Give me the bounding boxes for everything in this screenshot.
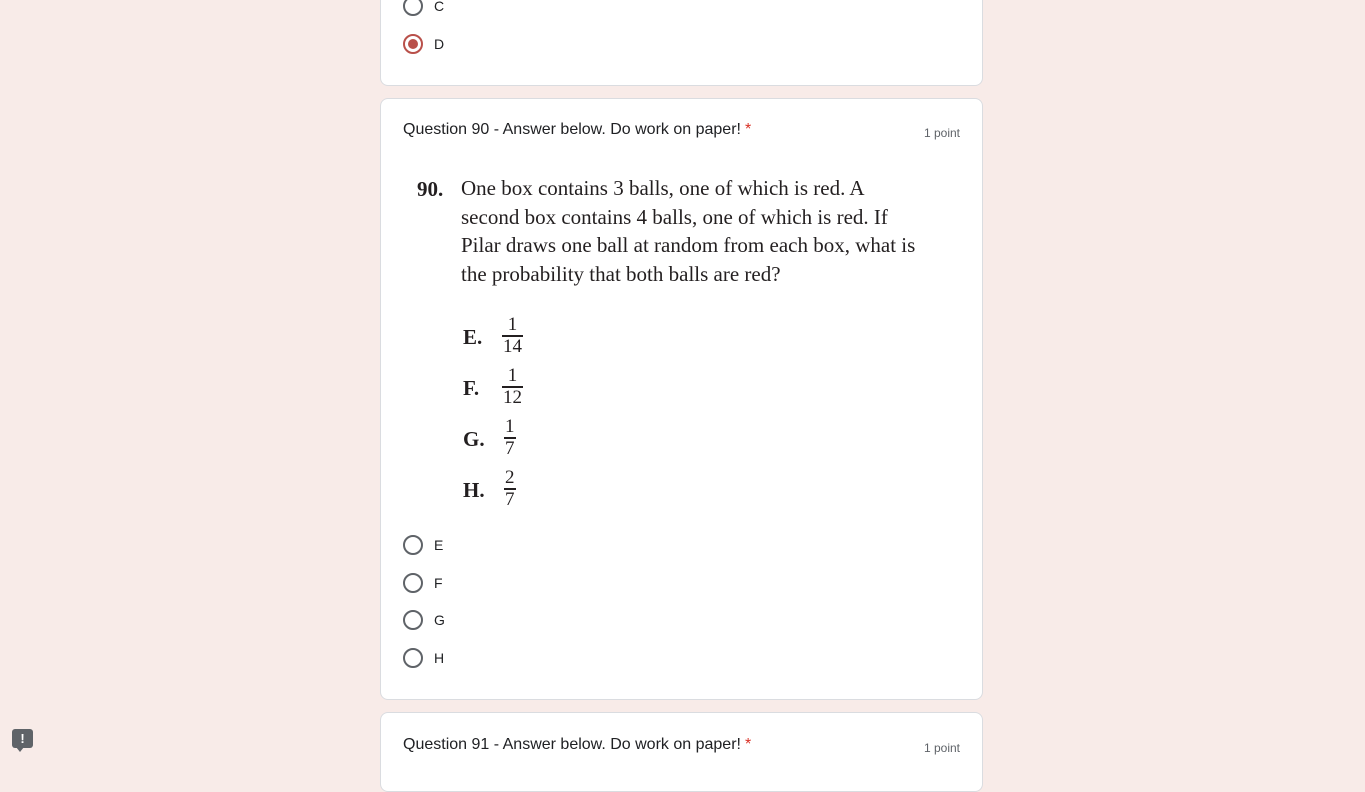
question-title-text: Question 90 - Answer below. Do work on paper! (403, 121, 741, 138)
numerator: 1 (505, 416, 515, 437)
numerator: 1 (507, 365, 518, 386)
required-mark: * (744, 121, 752, 138)
radio-button[interactable] (403, 648, 423, 668)
option-label: H (434, 650, 445, 666)
option-f[interactable] (403, 571, 443, 595)
option-label: C (434, 0, 445, 14)
question-card-prev (380, 0, 983, 86)
fraction (503, 315, 522, 357)
denominator: 7 (505, 437, 515, 459)
problem-text: One box contains 3 balls, one of which is red. A second box contains 4 balls, one of which is red. If Pilar draws one ball at random from each box, what is the probability that both balls are red? (461, 176, 916, 287)
option-d[interactable] (403, 32, 444, 56)
option-label: D (434, 36, 445, 52)
question-card-90 (380, 98, 983, 700)
required-mark: * (744, 736, 752, 753)
radio-button[interactable] (403, 0, 423, 16)
option-e[interactable] (403, 533, 443, 557)
option-label: E (434, 537, 444, 553)
denominator: 7 (505, 488, 515, 510)
report-feedback-icon[interactable]: ! (12, 729, 33, 748)
choice-letter: E. (463, 325, 483, 349)
option-label: G (434, 612, 445, 628)
choice-letter: F. (463, 376, 480, 400)
fraction (505, 468, 515, 510)
fraction (503, 366, 522, 408)
radio-button-selected[interactable] (403, 34, 423, 54)
numerator: 1 (507, 314, 518, 335)
option-h[interactable] (403, 646, 444, 670)
denominator: 12 (503, 386, 522, 408)
question-title-text: Question 91 - Answer below. Do work on paper! (403, 736, 741, 753)
question-card-91 (380, 712, 983, 792)
radio-button[interactable] (403, 535, 423, 555)
numerator: 2 (505, 467, 515, 488)
choice-letter: G. (463, 427, 485, 451)
denominator: 14 (503, 335, 522, 357)
radio-button[interactable] (403, 573, 423, 593)
fraction (505, 417, 515, 459)
choice-letter: H. (463, 478, 485, 502)
points-label: 1 point (923, 741, 960, 755)
points-label: 1 point (923, 126, 960, 140)
option-label: F (434, 575, 443, 591)
question-title (403, 736, 751, 754)
option-c[interactable] (403, 0, 444, 18)
radio-button[interactable] (403, 610, 423, 630)
question-image (403, 169, 943, 519)
question-title (403, 121, 751, 139)
option-g[interactable] (403, 608, 445, 632)
problem-number: 90. (417, 177, 444, 201)
